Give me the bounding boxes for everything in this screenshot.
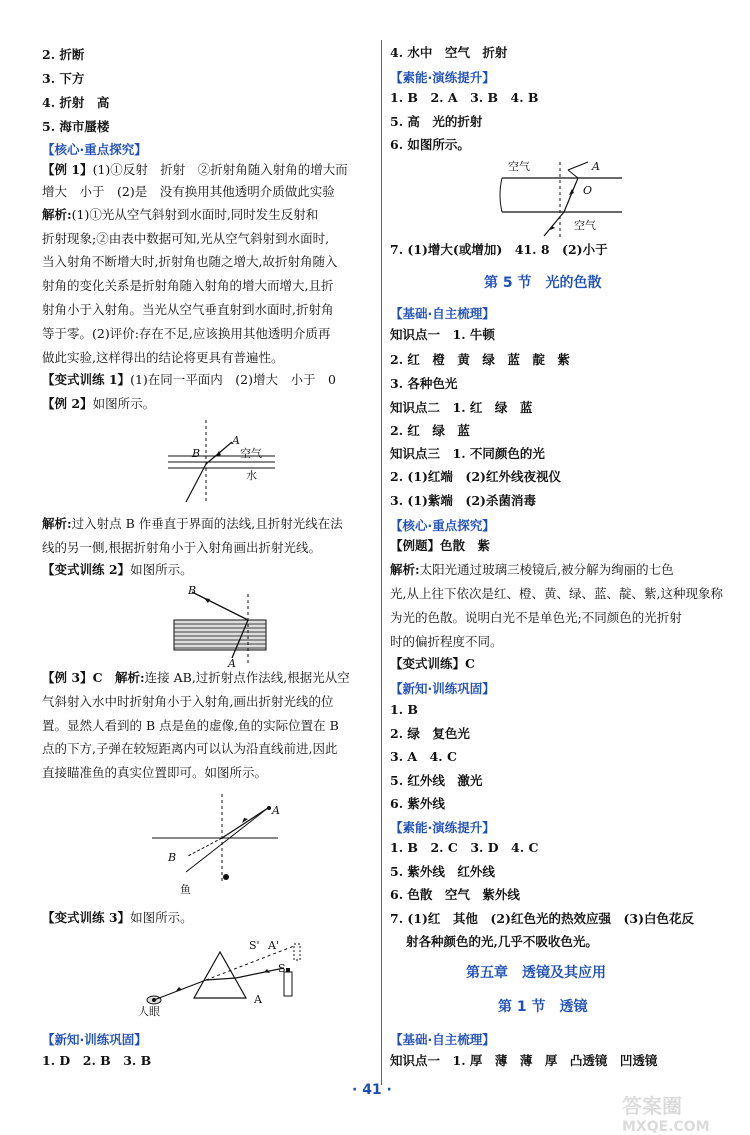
- variant-3: [42, 910, 193, 926]
- analysis-line: 点的下方,子弹在较短距离内可以认为沿直线前进,因此: [42, 741, 338, 756]
- answer-line: 2. 折断: [42, 47, 85, 62]
- analysis-2: [42, 516, 343, 532]
- section-heading: 【核心·重点探究】: [42, 142, 147, 157]
- knowledge-line: 3. 各种色光: [390, 376, 458, 391]
- section-title: 第 1 节 透镜: [498, 999, 588, 1015]
- analysis: [390, 562, 674, 578]
- analysis-label: 解析:: [42, 516, 72, 531]
- analysis-line: 为光的色散。说明白光不是单色光;不同颜色的光折射: [390, 610, 682, 625]
- example-label: 【例 1】: [42, 162, 93, 177]
- section-title: 第 5 节 光的色散: [484, 275, 602, 291]
- analysis-line: 做此实验,这样得出的结论将更具有普遍性。: [42, 350, 284, 365]
- analysis-1: [42, 207, 318, 223]
- section-heading: 【基础·自主梳理】: [390, 1032, 495, 1047]
- example-1-cont: 增大 小于 (2)是 没有换用其他透明介质做此实验: [42, 184, 335, 199]
- analysis-line: 折射现象;②由表中数据可知,光从空气斜射到水面时,: [42, 231, 330, 246]
- analysis-text: 连接 AB,过折射点作法线,根据光从空: [144, 670, 350, 685]
- answer-line: 7. (1)增大(或增加) 41. 8 (2)小于: [390, 242, 608, 257]
- example-1: [42, 162, 348, 178]
- figure-label: S': [249, 939, 260, 952]
- watermark-url: MXQE.COM: [622, 1119, 710, 1135]
- analysis-line: 直接瞄准鱼的真实位置即可。如图所示。: [42, 765, 268, 780]
- figure-label: 人眼: [138, 1005, 160, 1018]
- example-label: 【例题】: [390, 538, 441, 553]
- analysis-text: 过入射点 B 作垂直于界面的法线,且折射光线在法: [71, 516, 343, 531]
- example-answer: 如图所示。: [92, 396, 156, 411]
- analysis-label: 解析:: [390, 562, 420, 577]
- knowledge-line: 知识点二 1. 红 绿 蓝: [390, 400, 533, 415]
- analysis-text: 太阳光通过玻璃三棱镜后,被分解为绚丽的七色: [419, 562, 674, 577]
- section-heading: 【素能·演练提升】: [390, 820, 495, 835]
- analysis-line: 等于零。(2)评价:存在不足,应该换用其他透明介质再: [42, 326, 331, 341]
- watermark-logo: [622, 1090, 742, 1135]
- answer-line: 4. 水中 空气 折射: [390, 45, 508, 60]
- answer-line: 7. (1)红 其他 (2)红色光的热效应强 (3)白色花反: [390, 911, 694, 926]
- figure-label: B: [168, 851, 177, 864]
- figure-label: 空气: [240, 447, 262, 460]
- section-heading: 【基础·自主梳理】: [390, 306, 495, 321]
- variant: [390, 656, 475, 672]
- variant-label: 【变式训练】: [390, 656, 466, 671]
- section-heading: 【素能·演练提升】: [390, 70, 495, 85]
- section-heading: 【新知·训练巩固】: [390, 681, 495, 696]
- analysis-line: 气斜射入水中时折射角小于入射角,画出折射光线的位: [42, 694, 334, 709]
- example-3: [42, 670, 350, 686]
- knowledge-line: 知识点一 1. 牛顿: [390, 327, 495, 342]
- figure-label: B: [188, 584, 197, 597]
- knowledge-line: 3. (1)紫端 (2)杀菌消毒: [390, 493, 536, 508]
- answer-line: 2. 绿 复色光: [390, 726, 470, 741]
- analysis-line: 光,从上往下依次是红、橙、黄、绿、蓝、靛、紫,这种现象称: [390, 586, 723, 601]
- figure-label: A: [272, 804, 280, 817]
- answer-line: 射各种颜色的光,几乎不吸收色光。: [406, 934, 598, 949]
- variant-answer: (1)在同一平面内 (2)增大 小于 0: [130, 372, 336, 387]
- figure-label: A: [228, 657, 236, 670]
- example-answer: C 解析:: [92, 670, 145, 685]
- analysis-line: 当入射角不断增大时,折射角也随之增大,故折射角随入: [42, 254, 338, 269]
- figure-label: 水: [246, 469, 257, 482]
- answer-line: 5. 海市蜃楼: [42, 119, 110, 134]
- knowledge-line: 知识点三 1. 不同颜色的光: [390, 446, 545, 461]
- figure-label: 空气: [508, 160, 530, 173]
- analysis-text: (1)①光从空气斜射到水面时,同时发生反射和: [71, 207, 319, 222]
- refraction-figure-2: [172, 584, 272, 666]
- answer-line: 5. 紫外线 红外线: [390, 864, 495, 879]
- page-number: · 41 ·: [352, 1082, 392, 1098]
- analysis-line: 射角小于入射角。当光从空气垂直射到水面时,折射角: [42, 302, 334, 317]
- analysis-line: 置。显然人看到的 B 点是鱼的虚像,鱼的实际位置在 B: [42, 718, 339, 733]
- watermark-text: 答案圈: [622, 1094, 682, 1118]
- figure-label: A: [232, 434, 240, 447]
- analysis-label: 解析:: [42, 207, 72, 222]
- chapter-title: 第五章 透镜及其应用: [466, 965, 606, 981]
- answer-line: 1. D 2. B 3. B: [42, 1053, 152, 1068]
- analysis-line: 时的偏折程度不同。: [390, 634, 503, 649]
- knowledge-line: 2. 红 绿 蓝: [390, 423, 470, 438]
- column-divider: [381, 40, 382, 1085]
- figure-label: A: [592, 160, 600, 173]
- example-2: [42, 396, 155, 412]
- answer-line: 3. A 4. C: [390, 749, 457, 764]
- answer-line: 5. 红外线 激光: [390, 773, 483, 788]
- answer-line: 1. B: [390, 702, 418, 717]
- refraction-figure-3: [148, 790, 328, 890]
- answer-line: 6. 紫外线: [390, 796, 445, 811]
- answer-line: 6. 如图所示。: [390, 137, 470, 152]
- variant-answer: 如图所示。: [130, 910, 193, 925]
- answer-line: 5. 高 光的折射: [390, 114, 483, 129]
- variant-label: 【变式训练 3】: [42, 910, 131, 925]
- answer-line: 1. B 2. A 3. B 4. B: [390, 90, 539, 105]
- knowledge-line: 2. (1)红端 (2)红外线夜视仪: [390, 469, 561, 484]
- example: [390, 538, 490, 554]
- figure-label: A': [268, 939, 279, 952]
- variant-answer: 如图所示。: [130, 562, 193, 577]
- figure-label: B: [192, 447, 201, 460]
- example-label: 【例 3】: [42, 670, 93, 685]
- figure-label: O: [583, 184, 593, 197]
- answer-line: 4. 折射 高: [42, 95, 110, 110]
- knowledge-line: 2. 红 橙 黄 绿 蓝 靛 紫: [390, 352, 570, 367]
- variant-label: 【变式训练 1】: [42, 372, 131, 387]
- example-answer: 色散 紫: [440, 538, 491, 553]
- variant-1: [42, 372, 336, 388]
- answer-line: 3. 下方: [42, 71, 85, 86]
- figure-label: 鱼: [180, 883, 191, 896]
- section-heading: 【新知·训练巩固】: [42, 1032, 147, 1047]
- figure-label: 空气: [574, 219, 596, 232]
- answer-line: 6. 色散 空气 紫外线: [390, 887, 520, 902]
- variant-2: [42, 562, 193, 578]
- refraction-figure-1: [160, 418, 320, 508]
- example-answer: (1)①反射 折射 ②折射角随入射角的增大而: [92, 162, 348, 177]
- variant-label: 【变式训练 2】: [42, 562, 131, 577]
- figure-label: A: [254, 993, 262, 1006]
- section-heading: 【核心·重点探究】: [390, 518, 495, 533]
- analysis-line: 射角的变化关系是折射角随入射角的增大而增大,且折: [42, 278, 334, 293]
- figure-label: S: [278, 962, 286, 975]
- variant-answer: C: [465, 656, 475, 671]
- example-label: 【例 2】: [42, 396, 93, 411]
- answer-line: 1. B 2. C 3. D 4. C: [390, 840, 539, 855]
- analysis-line: 线的另一侧,根据折射角小于入射角画出折射光线。: [42, 540, 321, 555]
- knowledge-line: 知识点一 1. 厚 薄 薄 厚 凸透镜 凹透镜: [390, 1053, 658, 1068]
